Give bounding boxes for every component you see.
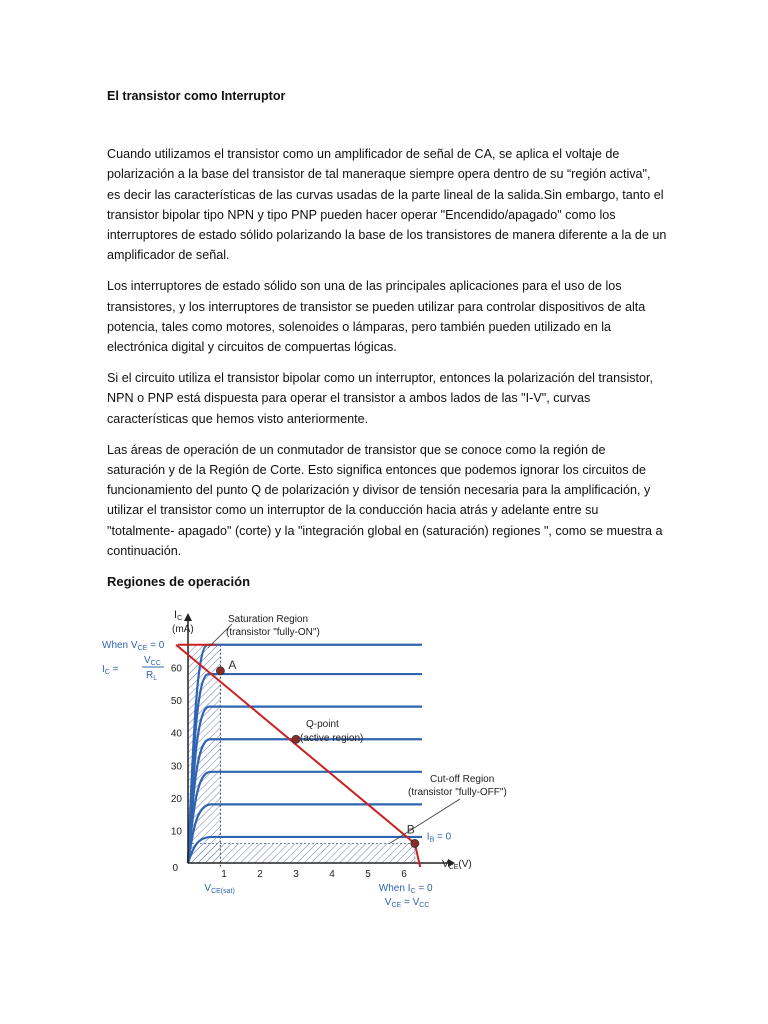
y-tick-10: 10 [170,826,182,838]
cutoff-region-label: Cut-off Region [430,774,495,785]
x-tick-3: 3 [293,869,299,880]
ib-curve-1 [188,645,422,863]
ib-curve-3 [188,707,422,863]
y-axis-symbol: IC [174,609,183,622]
document-title: El transistor como Interruptor [107,89,286,103]
paragraph-3: Si el circuito utiliza el transistor bipolar como un interruptor, entonces la polarización del transistor, NPN o PNP está dispuesta para operar el transistor a ambos lados de las "I-V", curvas características que hemos visto anteriormente. [107,371,653,426]
operating-regions-figure [100,600,540,920]
y-axis-unit: (mA) [172,624,194,635]
qpoint-sub: (active region) [300,733,364,744]
cutoff-region-sub: (transistor "fully-OFF") [408,787,507,798]
y-tick-50: 50 [170,696,182,708]
ib-curve-2 [188,674,422,863]
y-tick-30: 30 [170,761,182,773]
y-tick-60: 60 [170,663,182,675]
section-heading: Regiones de operación [107,574,251,590]
x-tick-1: 1 [221,869,227,880]
point-a [216,667,224,675]
ib-zero-label: $I_B = 0$ [426,831,452,844]
paragraph-4: Las áreas de operación de un conmutador de transistor que se conoce como la región de saturación y de la Región de Corte. Esto significa entonces que podemos ignorar los circuitos de funcionamiento del punto Q de polarización y divisor de tensión necesaria para la amplificación, y utilizar el transistor como un interruptor de la conducción hacia atrás y adelante entre su "totalmente- apagado" (corte) y la "integración global en (saturación) regiones ", como se muestra a continuación. [107,442,663,558]
document-page [107,86,667,592]
origin-label: 0 [172,863,178,874]
vce-sat-label: $V_{CE(sat)}$ [204,883,235,895]
paragraph-2: Los interruptores de estado sólido son una de las principales aplicaciones para el uso de los transistores, y los interruptores de transistor se pueden utilizar para controlar dispositivos de alta potencia, tales como motores, solenoides o lámparas, pero también pueden utilizado en la electrónica digital y circuitos de compuertas lógicas. [107,279,646,355]
saturation-region-sub: (transistor "fully-ON") [226,627,320,638]
qpoint-label: Q-point [306,719,339,730]
when-ic-zero-label: When $I_C = 0$ [378,883,433,895]
point-b [411,839,419,847]
vce-equals-vcc-label: $V_{CE} = V_{CC}$ [384,897,430,909]
operating-regions-chart [100,600,540,920]
qpoint-marker [292,735,300,743]
when-vce-zero-label: When $V_{CE} = 0$ [102,640,165,652]
y-axis-arrow [184,613,192,621]
y-tick-20: 20 [170,793,182,805]
paragraph-1: Cuando utilizamos el transistor como un amplificador de señal de CA, se aplica el voltaje de polarización a la base del transistor de tal maneraque siempre opera dentro de su “región activa", es decir las características de las curvas usadas de la parte lineal de la salida.Sin embargo, tanto el transistor bipolar tipo NPN y tipo PNP pueden hacer operar "Encendido/apagado" como los interruptores de estado sólido polarizando la base de los transistores de manera diferente a la de un amplificador de señal. [107,147,667,263]
x-tick-6: 6 [401,869,407,880]
y-tick-40: 40 [170,728,182,740]
point-b-label: B [406,822,415,837]
cutoff-hatch [188,843,415,863]
x-tick-5: 5 [365,869,371,880]
x-axis-label: $V_{CE}(V)$ [442,859,472,871]
ic-equation-numerator: $V_{CC}$ [144,655,161,667]
ic-equation-left: $I_C$ = [102,664,119,676]
x-tick-4: 4 [329,869,335,880]
saturation-region-label: Saturation Region [228,614,309,625]
ic-equation-denominator: $R_L$ [146,670,158,682]
x-tick-2: 2 [257,869,263,880]
point-a-label: A [228,657,237,672]
